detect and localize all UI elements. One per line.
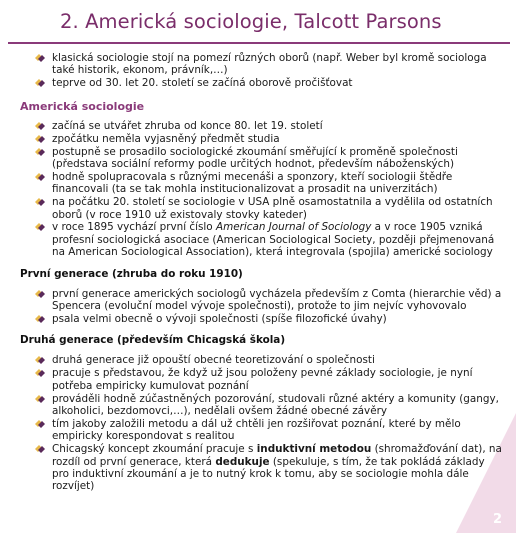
list-item-text: teprve od 30. let 20. století se začíná oborově pročišťovat [52,77,353,90]
bullet-icon [34,355,46,365]
list-item [0,443,516,493]
journal-text-before: v roce 1895 vychází první číslo [52,221,216,234]
bullet-icon [34,53,46,63]
list-item [0,418,516,443]
bullet-icon [34,78,46,88]
journal-text-after: a v roce 1905 vzniká profesní sociologická asociace (American Sociological Society, později přejmenovaná na American Sociological Association), která integrovala (spojila) americké sociology [52,221,495,259]
list-item-text: začíná se utvářet zhruba od konce 80. let 19. století [52,119,323,132]
list-item [0,171,516,196]
bullet-icon [34,197,46,207]
bullet-icon [34,368,46,378]
bullet-icon [34,121,46,131]
list-item [0,221,516,258]
bullet-icon [34,394,46,404]
bullet-icon [34,419,46,429]
list-item [0,367,516,392]
american-list [0,120,516,259]
title-underline [8,42,510,44]
induction-term: induktivní metodou [256,443,372,456]
bullet-icon [34,172,46,182]
chicago-text-1: Chicagský koncept zkoumání pracuje s [52,443,257,456]
list-item-text: tím jakoby založili metodu a dál už chtěli jen rozšiřovat poznání, které by mělo empiricky korespondovat s realitou [52,417,461,443]
chicago-text-3: (spekuluje, s tím, že tak pokládá základy pro induktivní zkoumání a je to nutný krok k tomu, aby se sociologie mohla dále rozvíjet) [52,455,485,493]
bullet-icon [34,444,46,454]
list-item-text: pracuje s představou, že když už jsou položeny pevné základy sociologie, je nyní potřeba empiricky kumulovat poznání [52,367,473,392]
bullet-icon [34,289,46,299]
journal-title: American Journal of Sociology [215,221,372,234]
title-bar [0,0,516,44]
list-item [0,146,516,171]
list-item [0,393,516,418]
list-item-text: psala velmi obecně o vývoji společnosti (spíše filozofické úvahy) [52,313,387,325]
deduction-term: dedukuje [215,455,270,468]
bullet-icon [34,222,46,232]
list-item [0,133,516,145]
section-heading-second-generation: Druhá generace (především Chicagská škola) [20,334,286,347]
list-item [0,288,516,313]
list-item [0,77,516,89]
list-item [0,196,516,221]
page-number: 2 [492,512,502,527]
bullet-icon [34,147,46,157]
list-item-text: druhá generace již opouští obecné teoretizování o společnosti [52,354,375,367]
second-generation-list [0,354,516,492]
chicago-text-2: (shromažďování dat), na rozdíl od první generace, která [52,443,502,468]
page-title: 2. Americká sociologie, Talcott Parsons [60,10,442,33]
list-item [0,52,516,77]
document-body [0,52,516,493]
first-generation-list [0,288,516,326]
list-item [0,354,516,366]
list-item-text: první generace amerických sociologů vycházela především z Comta (hierarchie věd) a Spencera (evoluční model vývoje společnosti), protože to jim nejvíc vyhovovalo [52,287,502,313]
list-item-text: na počátku 20. století se sociologie v USA plně osamostatnila a vydělila od ostatních oborů (v roce 1910 už existovaly stovky kateder) [52,196,493,221]
list-item [0,120,516,132]
bullet-icon [34,314,46,324]
section-heading-american: Americká sociologie [20,99,145,113]
section-heading-first-generation: První generace (zhruba do roku 1910) [20,267,243,280]
list-item-text: prováděli hodně zúčastněných pozorování, studovali různé aktéry a komunity (gangy, alkoholici, bezdomovci,…), nedělali ovšem žádné obecné závěry [52,392,499,418]
list-item-text: zpočátku neměla vyjasněný předmět studia [52,132,280,145]
list-item-text: hodně spolupracovala s různými mecenáši a sponzory, kteří sociologii štědře financovali (ta se tak mohla institucionalizovat a prosadit na univerzitách) [52,170,453,196]
bullet-icon [34,134,46,144]
list-item [0,313,516,325]
list-item-text: klasická sociologie stojí na pomezí různých oborů (např. Weber byl kromě sociologa také historik, ekonom, právník,…) [52,52,487,77]
intro-list [0,52,516,90]
list-item-text: postupně se prosadilo sociologické zkoumání směřující k proměně společnosti (představa sociální reformy podle určitých hodnot, především náboženských) [52,145,458,170]
